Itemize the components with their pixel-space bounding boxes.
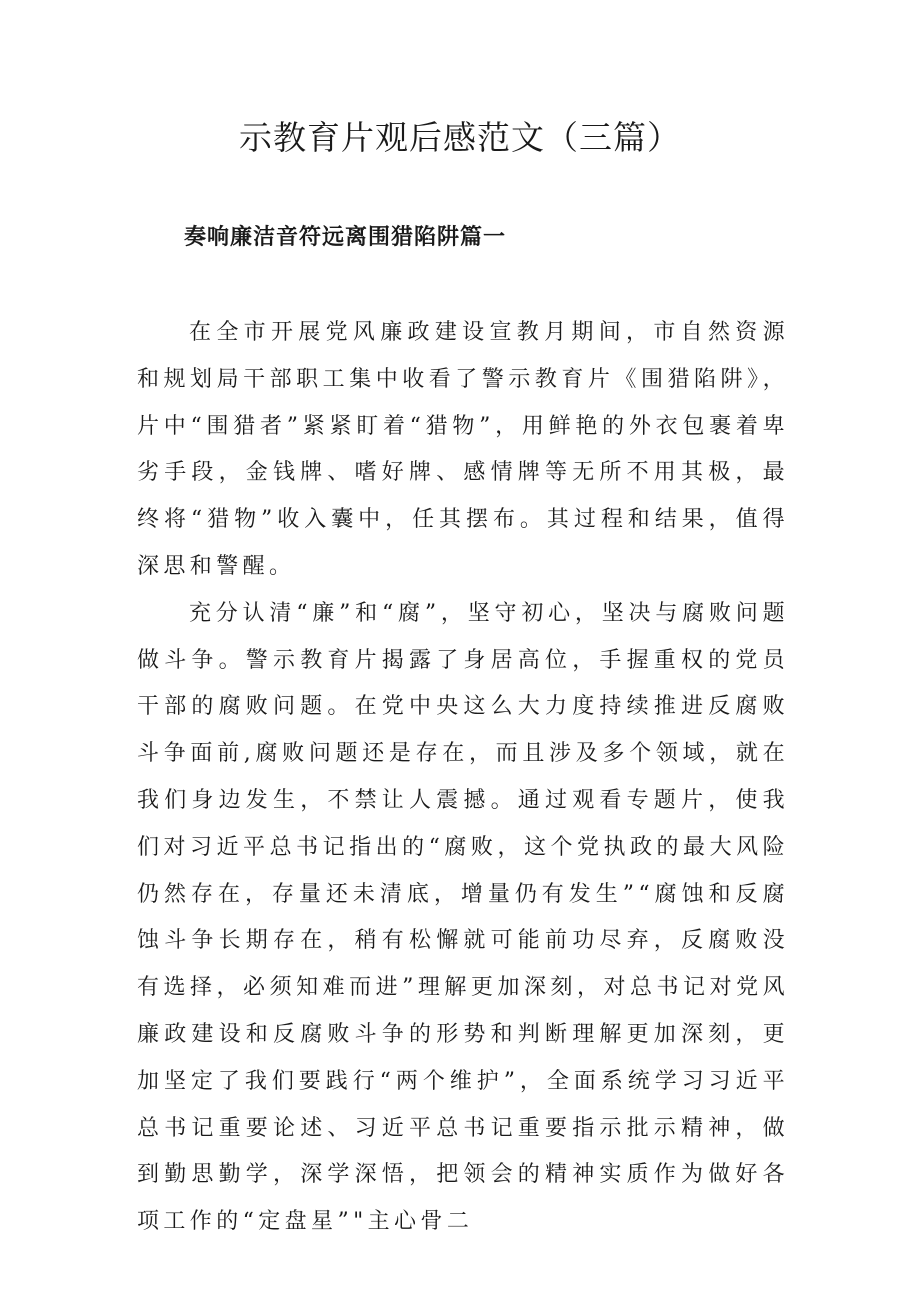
paragraph: 充分认清“廉”和“腐”，坚守初心，坚决与腐败问题做斗争。警示教育片揭露了身居高位，手握重权的党员干部的腐败问题。在党中央这么大力度持续推进反腐败斗争面前,腐败问题还是存在，而且涉及多个领域，就在我们身边发生，不禁让人震撼。通过观看专题片，使我们对习近平总书记指出的“腐败，这个党执政的最大风险仍然存在，存量还未清底，增量仍有发生”“腐蚀和反腐蚀斗争长期存在，稍有松懈就可能前功尽弃，反腐败没有选择，必须知难而进”理解更加深刻，对总书记对党风廉政建设和反腐败斗争的形势和判断理解更加深刻，更加坚定了我们要践行“两个维护”，全面系统学习习近平总书记重要论述、习近平总书记重要指示批示精神，做到勤思勤学，深学深悟，把领会的精神实质作为做好各项工作的“定盘星”"主心骨二 bbox=[137, 600, 789, 1235]
paragraph: 在全市开展党风廉政建设宣教月期间，市自然资源和规划局干部职工集中收看了警示教育片《围猎陷阱》，片中“围猎者”紧紧盯着“猎物”，用鲜艳的外衣包裹着卑劣手段，金钱牌、嗜好牌、感情牌等无所不用其极，最终将“猎物”收入囊中，任其摆布。其过程和结果，值得深思和警醒。 bbox=[137, 320, 789, 579]
section-body bbox=[137, 310, 789, 1246]
document-title: 示教育片观后感范文（三篇） bbox=[239, 118, 681, 157]
section-heading: 奏响廉洁音符远离围猎陷阱篇一 bbox=[184, 224, 507, 250]
